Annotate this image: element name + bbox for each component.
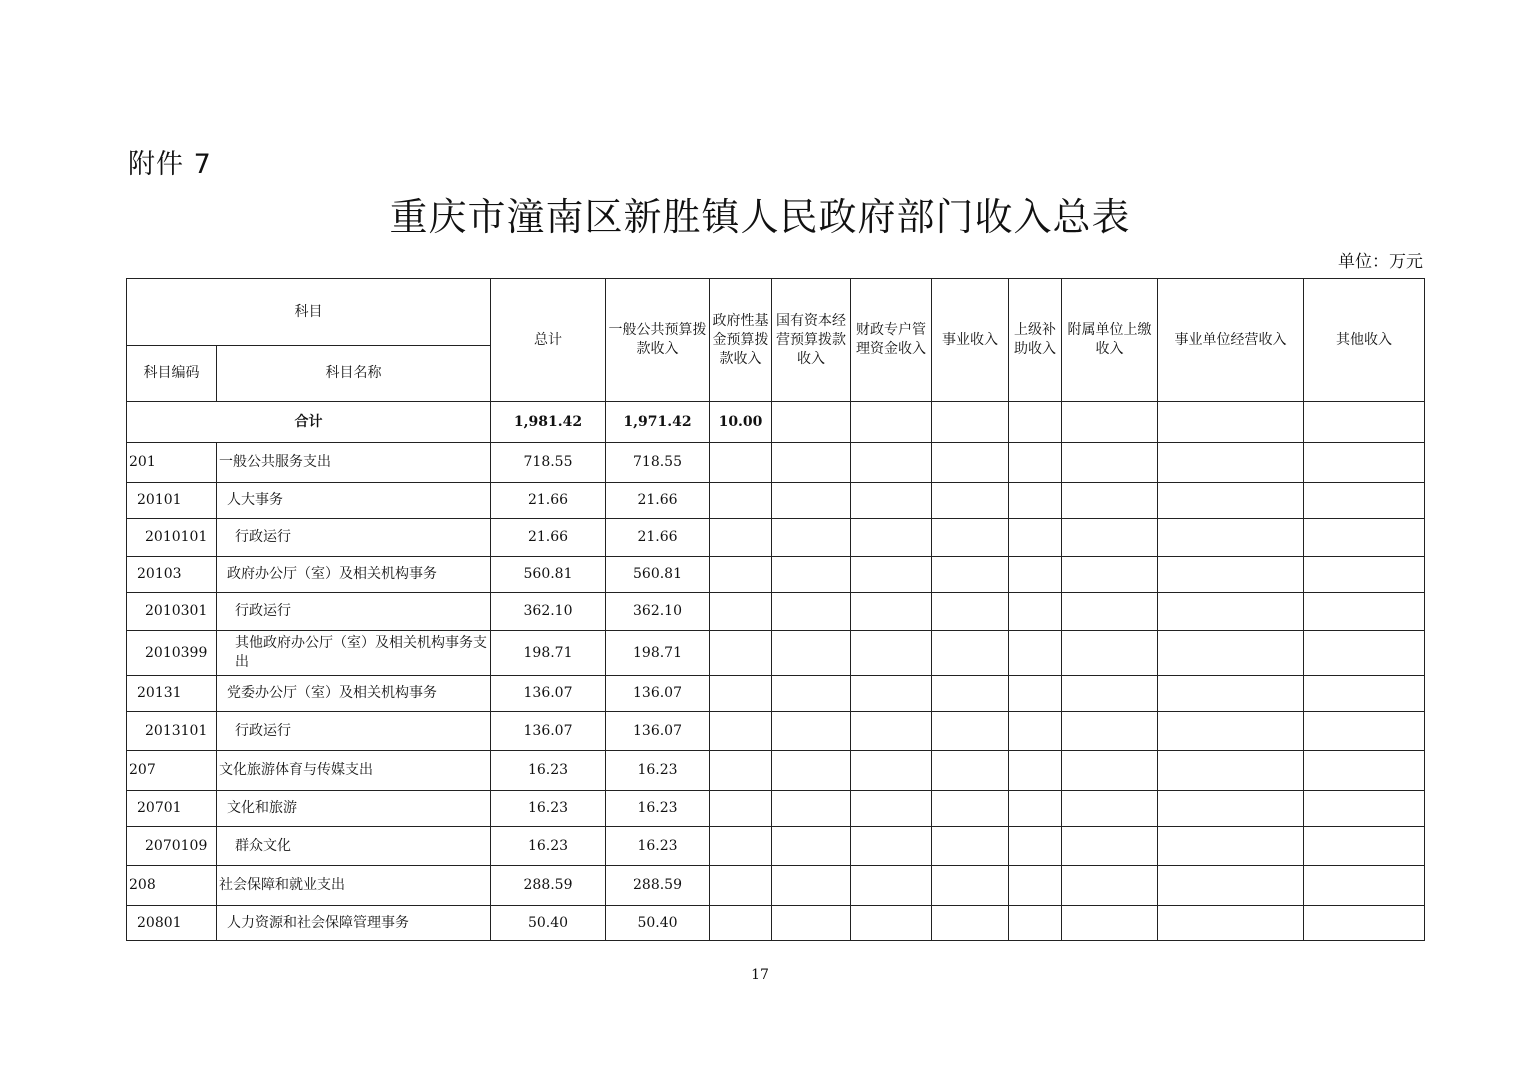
row-business-operation: [1158, 712, 1304, 751]
row-other-income: [1304, 866, 1425, 906]
header-subject-name: 科目名称: [217, 346, 491, 402]
row-state-capital: [772, 483, 851, 519]
row-total: 16.23: [491, 827, 606, 866]
header-subject: 科目: [127, 279, 491, 346]
row-superior-subsidy: [1009, 906, 1062, 941]
row-other-income: [1304, 827, 1425, 866]
total-business-income: [932, 402, 1009, 443]
row-total: 288.59: [491, 866, 606, 906]
row-gov-fund: [710, 519, 772, 557]
header-other-income: 其他收入: [1304, 279, 1425, 402]
page-number: 17: [751, 967, 769, 983]
row-fiscal-special: [851, 443, 932, 483]
row-superior-subsidy: [1009, 866, 1062, 906]
row-business-income: [932, 557, 1009, 593]
row-other-income: [1304, 676, 1425, 712]
row-business-operation: [1158, 593, 1304, 631]
total-total: 1,981.42: [491, 402, 606, 443]
row-affiliated-payment: [1062, 631, 1158, 676]
row-superior-subsidy: [1009, 483, 1062, 519]
header-subject-code: 科目编码: [127, 346, 217, 402]
row-general-budget: 16.23: [606, 751, 710, 791]
row-general-budget: 50.40: [606, 906, 710, 941]
row-other-income: [1304, 631, 1425, 676]
row-state-capital: [772, 906, 851, 941]
row-gov-fund: [710, 631, 772, 676]
row-fiscal-special: [851, 593, 932, 631]
row-state-capital: [772, 712, 851, 751]
row-fiscal-special: [851, 906, 932, 941]
row-business-income: [932, 483, 1009, 519]
unit-label: 单位：万元: [1338, 252, 1423, 272]
row-other-income: [1304, 519, 1425, 557]
total-row: [127, 402, 1425, 443]
header-business-operation: 事业单位经营收入: [1158, 279, 1304, 402]
row-code: 2010399: [127, 631, 217, 676]
row-business-operation: [1158, 791, 1304, 827]
row-business-income: [932, 906, 1009, 941]
table-row: [127, 443, 1425, 483]
row-name: 文化和旅游: [217, 791, 491, 827]
row-superior-subsidy: [1009, 593, 1062, 631]
row-code: 20103: [127, 557, 217, 593]
row-business-operation: [1158, 676, 1304, 712]
header-affiliated-payment: 附属单位上缴收入: [1062, 279, 1158, 402]
row-code: 201: [127, 443, 217, 483]
row-total: 560.81: [491, 557, 606, 593]
table-row: [127, 593, 1425, 631]
row-other-income: [1304, 906, 1425, 941]
row-business-operation: [1158, 483, 1304, 519]
row-gov-fund: [710, 906, 772, 941]
attachment-label: 附件 7: [128, 149, 212, 180]
header-business-income: 事业收入: [932, 279, 1009, 402]
table-row: [127, 483, 1425, 519]
row-fiscal-special: [851, 676, 932, 712]
row-code: 20701: [127, 791, 217, 827]
row-superior-subsidy: [1009, 676, 1062, 712]
total-general-budget: 1,971.42: [606, 402, 710, 443]
row-other-income: [1304, 712, 1425, 751]
row-state-capital: [772, 827, 851, 866]
row-general-budget: 198.71: [606, 631, 710, 676]
row-business-income: [932, 593, 1009, 631]
row-affiliated-payment: [1062, 906, 1158, 941]
row-general-budget: 21.66: [606, 519, 710, 557]
row-business-income: [932, 519, 1009, 557]
row-total: 16.23: [491, 791, 606, 827]
row-gov-fund: [710, 791, 772, 827]
row-affiliated-payment: [1062, 676, 1158, 712]
row-affiliated-payment: [1062, 827, 1158, 866]
header-general-budget: 一般公共预算拨款收入: [606, 279, 710, 402]
row-gov-fund: [710, 827, 772, 866]
row-state-capital: [772, 593, 851, 631]
row-affiliated-payment: [1062, 519, 1158, 557]
table-row: [127, 791, 1425, 827]
row-general-budget: 16.23: [606, 791, 710, 827]
table-row: [127, 676, 1425, 712]
row-gov-fund: [710, 712, 772, 751]
row-business-operation: [1158, 866, 1304, 906]
header-gov-fund: 政府性基金预算拨款收入: [710, 279, 772, 402]
row-fiscal-special: [851, 557, 932, 593]
table-row: [127, 557, 1425, 593]
row-gov-fund: [710, 593, 772, 631]
row-total: 136.07: [491, 676, 606, 712]
row-name: 行政运行: [217, 593, 491, 631]
row-affiliated-payment: [1062, 443, 1158, 483]
row-fiscal-special: [851, 519, 932, 557]
row-total: 21.66: [491, 519, 606, 557]
row-other-income: [1304, 791, 1425, 827]
header-total: 总计: [491, 279, 606, 402]
row-name: 人大事务: [217, 483, 491, 519]
row-code: 2010301: [127, 593, 217, 631]
row-code: 20801: [127, 906, 217, 941]
row-affiliated-payment: [1062, 791, 1158, 827]
row-gov-fund: [710, 676, 772, 712]
row-state-capital: [772, 676, 851, 712]
row-other-income: [1304, 751, 1425, 791]
row-state-capital: [772, 443, 851, 483]
row-business-operation: [1158, 751, 1304, 791]
row-business-operation: [1158, 631, 1304, 676]
row-state-capital: [772, 751, 851, 791]
row-business-income: [932, 631, 1009, 676]
table-row: [127, 866, 1425, 906]
row-other-income: [1304, 557, 1425, 593]
row-gov-fund: [710, 483, 772, 519]
row-superior-subsidy: [1009, 791, 1062, 827]
row-name: 行政运行: [217, 519, 491, 557]
row-fiscal-special: [851, 827, 932, 866]
row-superior-subsidy: [1009, 712, 1062, 751]
row-total: 16.23: [491, 751, 606, 791]
total-fiscal-special: [851, 402, 932, 443]
row-business-operation: [1158, 906, 1304, 941]
table-row: [127, 631, 1425, 676]
page-title: 重庆市潼南区新胜镇人民政府部门收入总表: [389, 195, 1131, 239]
total-state-capital: [772, 402, 851, 443]
row-name: 行政运行: [217, 712, 491, 751]
row-state-capital: [772, 557, 851, 593]
row-business-operation: [1158, 519, 1304, 557]
total-business-operation: [1158, 402, 1304, 443]
table-row: [127, 906, 1425, 941]
row-fiscal-special: [851, 751, 932, 791]
row-name: 文化旅游体育与传媒支出: [217, 751, 491, 791]
row-fiscal-special: [851, 712, 932, 751]
row-general-budget: 560.81: [606, 557, 710, 593]
row-gov-fund: [710, 557, 772, 593]
row-affiliated-payment: [1062, 751, 1158, 791]
row-code: 20131: [127, 676, 217, 712]
header-superior-subsidy: 上级补助收入: [1009, 279, 1062, 402]
header-state-capital: 国有资本经营预算拨款收入: [772, 279, 851, 402]
row-fiscal-special: [851, 866, 932, 906]
row-affiliated-payment: [1062, 593, 1158, 631]
row-state-capital: [772, 631, 851, 676]
total-other-income: [1304, 402, 1425, 443]
table-row: [127, 519, 1425, 557]
row-code: 207: [127, 751, 217, 791]
row-total: 50.40: [491, 906, 606, 941]
row-business-income: [932, 751, 1009, 791]
row-affiliated-payment: [1062, 557, 1158, 593]
row-general-budget: 718.55: [606, 443, 710, 483]
row-affiliated-payment: [1062, 866, 1158, 906]
row-name: 其他政府办公厅（室）及相关机构事务支出: [217, 631, 491, 676]
table-row: [127, 751, 1425, 791]
row-general-budget: 16.23: [606, 827, 710, 866]
row-state-capital: [772, 519, 851, 557]
row-superior-subsidy: [1009, 631, 1062, 676]
row-code: 208: [127, 866, 217, 906]
row-gov-fund: [710, 443, 772, 483]
total-gov-fund: 10.00: [710, 402, 772, 443]
total-label: 合计: [127, 402, 491, 443]
row-general-budget: 136.07: [606, 712, 710, 751]
row-other-income: [1304, 483, 1425, 519]
row-fiscal-special: [851, 483, 932, 519]
row-code: 2013101: [127, 712, 217, 751]
row-state-capital: [772, 791, 851, 827]
row-total: 136.07: [491, 712, 606, 751]
row-other-income: [1304, 443, 1425, 483]
row-affiliated-payment: [1062, 712, 1158, 751]
row-affiliated-payment: [1062, 483, 1158, 519]
row-total: 718.55: [491, 443, 606, 483]
row-business-operation: [1158, 827, 1304, 866]
row-fiscal-special: [851, 631, 932, 676]
row-general-budget: 21.66: [606, 483, 710, 519]
row-superior-subsidy: [1009, 557, 1062, 593]
row-business-income: [932, 443, 1009, 483]
header-fiscal-special: 财政专户管理资金收入: [851, 279, 932, 402]
row-business-operation: [1158, 557, 1304, 593]
row-business-income: [932, 866, 1009, 906]
total-affiliated-payment: [1062, 402, 1158, 443]
row-code: 2070109: [127, 827, 217, 866]
row-name: 群众文化: [217, 827, 491, 866]
row-superior-subsidy: [1009, 443, 1062, 483]
row-fiscal-special: [851, 791, 932, 827]
row-business-income: [932, 676, 1009, 712]
row-total: 21.66: [491, 483, 606, 519]
row-business-income: [932, 712, 1009, 751]
row-name: 一般公共服务支出: [217, 443, 491, 483]
row-superior-subsidy: [1009, 751, 1062, 791]
row-name: 社会保障和就业支出: [217, 866, 491, 906]
row-name: 党委办公厅（室）及相关机构事务: [217, 676, 491, 712]
row-general-budget: 136.07: [606, 676, 710, 712]
row-other-income: [1304, 593, 1425, 631]
total-superior-subsidy: [1009, 402, 1062, 443]
table-row: [127, 712, 1425, 751]
row-name: 人力资源和社会保障管理事务: [217, 906, 491, 941]
table-row: [127, 827, 1425, 866]
row-code: 20101: [127, 483, 217, 519]
row-gov-fund: [710, 751, 772, 791]
row-superior-subsidy: [1009, 519, 1062, 557]
row-superior-subsidy: [1009, 827, 1062, 866]
row-business-income: [932, 791, 1009, 827]
row-state-capital: [772, 866, 851, 906]
row-total: 198.71: [491, 631, 606, 676]
income-summary-table: [126, 278, 1425, 941]
row-gov-fund: [710, 866, 772, 906]
row-total: 362.10: [491, 593, 606, 631]
row-business-income: [932, 827, 1009, 866]
row-code: 2010101: [127, 519, 217, 557]
row-general-budget: 362.10: [606, 593, 710, 631]
row-business-operation: [1158, 443, 1304, 483]
row-general-budget: 288.59: [606, 866, 710, 906]
row-name: 政府办公厅（室）及相关机构事务: [217, 557, 491, 593]
